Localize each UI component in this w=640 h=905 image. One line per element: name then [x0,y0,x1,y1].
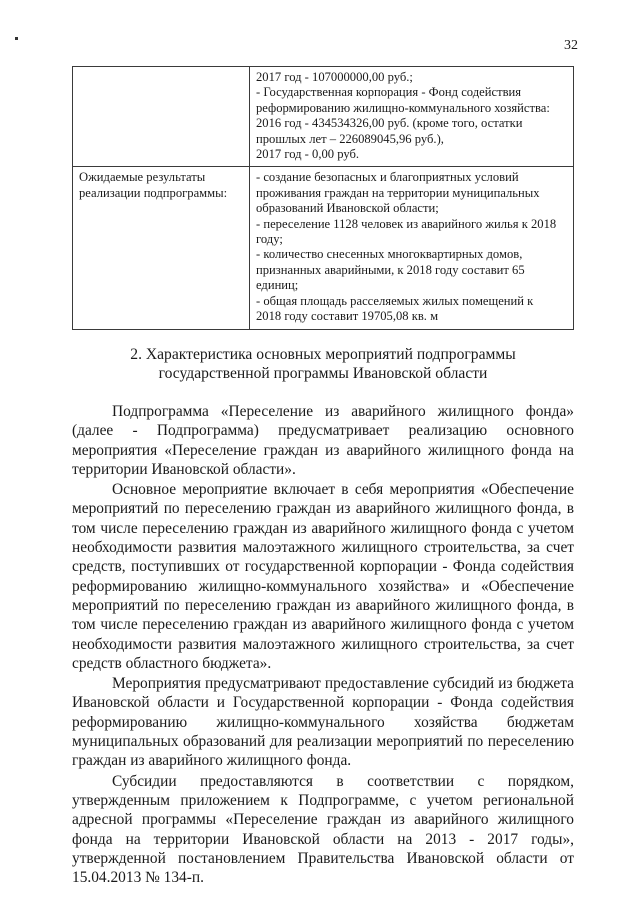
result-line: образований Ивановской области; [256,201,439,216]
funding-line: реформированию жилищно-коммунального хозяйства: [256,100,550,115]
result-line: - количество снесенных многоквартирных домов, [256,247,523,262]
paragraph: Субсидии предоставляются в соответствии с порядком, утвержденным приложением к Подпрограмме, с учетом региональной адресной программы «Переселение граждан из аварийного жилищного фонда на территории Ивановской области на 2013 - 2017 годы», утвержденной постановлением Правительства Ивановской области от 15.04.2013 № 134-п. [72,772,574,887]
result-line: - общая площадь расселяемых жилых помещений к [256,293,534,308]
paragraph: Подпрограмма «Переселение из аварийного жилищного фонда» (далее - Подпрограмма) предусматривает реализацию основного мероприятия «Переселение граждан из аварийного жилищного фонда на территории Ивановской области». [72,403,574,478]
section-heading-line: 2. Характеристика основных мероприятий подпрограммы [130,346,516,363]
subprogram-passport-table [72,66,574,330]
result-line: 2018 году составит 19705,08 кв. м [256,309,439,324]
result-line: году; [256,232,283,247]
table-cell-expected-results [250,167,574,329]
table-cell-label-expected-results: Ожидаемые результаты реализации подпрограммы: [73,167,250,329]
funding-line: - Государственная корпорация - Фонд содействия [256,85,522,100]
page-number: 32 [564,38,578,53]
section-heading [72,345,574,383]
result-line: проживания граждан на территории муниципальных [256,185,540,200]
scan-artifact-mark [15,37,18,40]
result-line: признанных аварийными, к 2018 году составит 65 [256,262,525,277]
table-cell-label-empty [73,67,250,167]
paragraph: Основное мероприятие включает в себя мероприятия «Обеспечение мероприятий по переселению граждан из аварийного жилищного фонда, в том числе переселению граждан из аварийного жилищного фонда с учетом необходимости развития малоэтажного жилищного строительства, за счет средств, поступивших от государственной корпорации - Фонда содействия реформированию жилищно-коммунального хозяйства» и «Обеспечение мероприятий по переселению граждан из аварийного жилищного фонда, в том числе переселению граждан из аварийного жилищного фонда с учетом необходимости развития малоэтажного жилищного строительства, за счет средств областного бюджета». [72,481,574,672]
section-heading-line: государственной программы Ивановской области [158,365,488,382]
funding-line: 2017 год - 0,00 руб. [256,147,360,162]
funding-line: 2016 год - 434534326,00 руб. (кроме того, остатки [256,116,523,131]
funding-line: прошлых лет – 226089045,96 руб.), [256,131,444,146]
funding-line: 2017 год - 107000000,00 руб.; [256,70,413,84]
result-line: - создание безопасных и благоприятных условий [256,170,519,185]
paragraph: Мероприятия предусматривают предоставление субсидий из бюджета Ивановской области и Государственной корпорации - Фонда содействия реформированию жилищно-коммунального хозяйства бюджетам муниципальных образований для реализации мероприятий по переселению граждан из аварийного жилищного фонда. [72,675,574,770]
table-cell-funding-values [250,67,574,167]
table-row-funding [73,67,574,167]
table-row-expected-results [73,167,574,329]
result-line: - переселение 1128 человек из аварийного жилья к 2018 [256,216,557,231]
body-text [72,402,574,888]
result-line: единиц; [256,278,299,293]
